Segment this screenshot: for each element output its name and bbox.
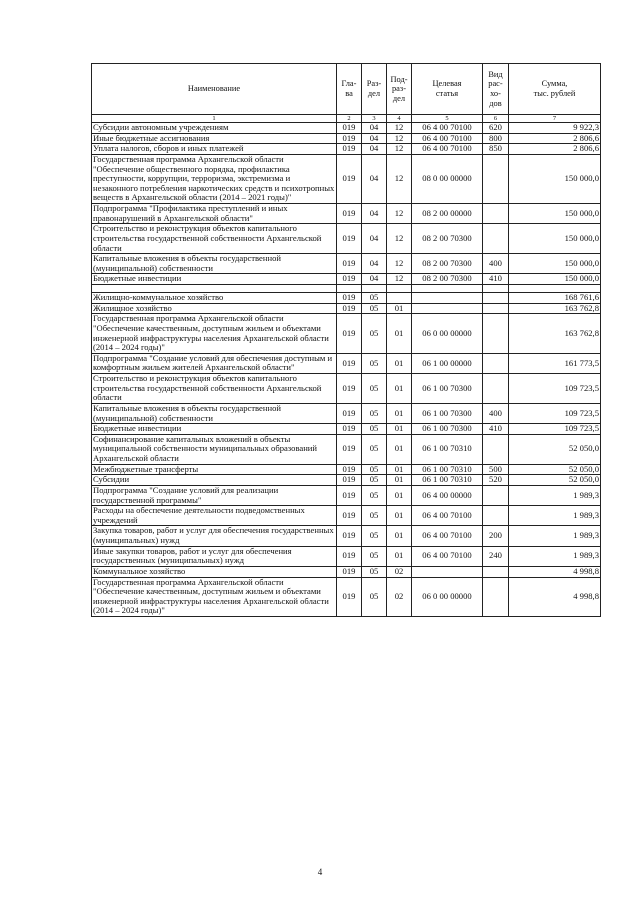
row-expense-type: 400 <box>483 254 509 274</box>
row-name: Подпрограмма "Создание условий для обеспечения доступным и комфортным жильем жителей Архангельской области" <box>92 353 337 373</box>
row-name: Межбюджетные трансферты <box>92 464 337 475</box>
row-glava: 019 <box>337 577 362 617</box>
table-row <box>92 566 601 577</box>
row-target-article: 06 4 00 70100 <box>412 123 483 134</box>
row-expense-type: 240 <box>483 546 509 566</box>
row-glava: 019 <box>337 303 362 314</box>
row-razdel: 05 <box>362 303 387 314</box>
row-glava: 019 <box>337 274 362 285</box>
row-expense-type: 200 <box>483 526 509 546</box>
row-glava: 019 <box>337 353 362 373</box>
table-row <box>92 314 601 354</box>
row-expense-type <box>483 353 509 373</box>
row-name: Подпрограмма "Создание условий для реализации государственной программы" <box>92 485 337 505</box>
row-podrazdel: 12 <box>387 274 412 285</box>
row-target-article: 06 1 00 70310 <box>412 464 483 475</box>
row-podrazdel <box>387 293 412 304</box>
row-sum: 161 773,5 <box>509 353 601 373</box>
row-expense-type: 410 <box>483 424 509 435</box>
row-target-article: 06 4 00 70100 <box>412 506 483 526</box>
row-name: Коммунальное хозяйство <box>92 566 337 577</box>
row-target-article: 08 2 00 70300 <box>412 224 483 254</box>
table-row <box>92 546 601 566</box>
row-sum: 2 806,6 <box>509 133 601 144</box>
table-row <box>92 144 601 155</box>
row-sum: 4 998,8 <box>509 577 601 617</box>
row-razdel: 05 <box>362 434 387 464</box>
row-glava: 019 <box>337 154 362 203</box>
row-razdel: 05 <box>362 424 387 435</box>
row-razdel: 04 <box>362 154 387 203</box>
row-target-article: 08 2 00 70300 <box>412 274 483 285</box>
row-podrazdel: 01 <box>387 475 412 486</box>
row-glava: 019 <box>337 526 362 546</box>
row-podrazdel: 02 <box>387 577 412 617</box>
row-glava: 019 <box>337 293 362 304</box>
row-expense-type <box>483 204 509 224</box>
row-glava: 019 <box>337 204 362 224</box>
row-podrazdel: 12 <box>387 224 412 254</box>
row-razdel: 04 <box>362 123 387 134</box>
row-razdel: 04 <box>362 254 387 274</box>
column-number: 1 <box>92 115 337 123</box>
row-razdel: 05 <box>362 353 387 373</box>
row-sum: 109 723,5 <box>509 374 601 404</box>
row-podrazdel: 01 <box>387 424 412 435</box>
row-glava: 019 <box>337 403 362 423</box>
column-number: 7 <box>509 115 601 123</box>
table-row <box>92 353 601 373</box>
row-razdel: 04 <box>362 204 387 224</box>
row-expense-type <box>483 293 509 304</box>
row-target-article: 06 1 00 70300 <box>412 403 483 423</box>
row-target-article: 08 2 00 70300 <box>412 254 483 274</box>
row-razdel: 04 <box>362 274 387 285</box>
row-glava: 019 <box>337 424 362 435</box>
table-row <box>92 403 601 423</box>
row-glava: 019 <box>337 506 362 526</box>
row-glava: 019 <box>337 485 362 505</box>
row-target-article: 06 1 00 00000 <box>412 353 483 373</box>
row-expense-type <box>483 506 509 526</box>
row-target-article: 06 1 00 70310 <box>412 475 483 486</box>
row-sum: 150 000,0 <box>509 204 601 224</box>
row-sum: 2 806,6 <box>509 144 601 155</box>
row-target-article <box>412 303 483 314</box>
row-expense-type <box>483 224 509 254</box>
row-expense-type: 520 <box>483 475 509 486</box>
row-glava: 019 <box>337 566 362 577</box>
row-expense-type: 410 <box>483 274 509 285</box>
row-name: Софинансирование капитальных вложений в объекты муниципальной собственности муниципальных образований Архангельской области <box>92 434 337 464</box>
row-podrazdel: 12 <box>387 123 412 134</box>
row-glava: 019 <box>337 224 362 254</box>
empty-cell <box>387 285 412 293</box>
row-podrazdel: 12 <box>387 204 412 224</box>
table-spacer-row <box>92 285 601 293</box>
column-number: 6 <box>483 115 509 123</box>
row-sum: 4 998,8 <box>509 566 601 577</box>
header-razdel: Раз- дел <box>362 64 387 115</box>
table-row <box>92 475 601 486</box>
row-target-article: 08 2 00 00000 <box>412 204 483 224</box>
empty-cell <box>362 285 387 293</box>
column-number: 2 <box>337 115 362 123</box>
row-expense-type: 620 <box>483 123 509 134</box>
row-name: Государственная программа Архангельской области "Обеспечение общественного порядка, профилактика преступности, коррупции, терроризма, экстремизма и незаконного потребления наркотических средств и психотропных веществ в Архангельской области (2014 – 2021 годы)" <box>92 154 337 203</box>
table-row <box>92 303 601 314</box>
row-podrazdel: 01 <box>387 403 412 423</box>
row-expense-type: 850 <box>483 144 509 155</box>
row-name: Строительство и реконструкция объектов капитального строительства государственной собственности Архангельской области <box>92 374 337 404</box>
table-body <box>92 123 601 617</box>
row-podrazdel: 12 <box>387 144 412 155</box>
row-podrazdel: 01 <box>387 434 412 464</box>
row-sum: 163 762,8 <box>509 314 601 354</box>
table-row <box>92 434 601 464</box>
row-sum: 150 000,0 <box>509 254 601 274</box>
row-expense-type <box>483 485 509 505</box>
row-expense-type <box>483 577 509 617</box>
row-name: Строительство и реконструкция объектов капитального строительства государственной собственности Архангельской области <box>92 224 337 254</box>
row-glava: 019 <box>337 434 362 464</box>
row-sum: 163 762,8 <box>509 303 601 314</box>
row-name: Государственная программа Архангельской области "Обеспечение качественным, доступным жильем и объектами инженерной инфраструктуры населения Архангельской области (2014 – 2024 годы)" <box>92 577 337 617</box>
table-row <box>92 133 601 144</box>
row-target-article: 06 4 00 70100 <box>412 526 483 546</box>
row-sum: 109 723,5 <box>509 424 601 435</box>
row-name: Жилищно-коммунальное хозяйство <box>92 293 337 304</box>
row-target-article <box>412 566 483 577</box>
row-target-article: 06 1 00 70300 <box>412 374 483 404</box>
table-row <box>92 254 601 274</box>
row-name: Закупка товаров, работ и услуг для обеспечения государственных (муниципальных) нужд <box>92 526 337 546</box>
table-row <box>92 464 601 475</box>
row-target-article: 06 4 00 70100 <box>412 133 483 144</box>
row-razdel: 05 <box>362 403 387 423</box>
row-name: Бюджетные инвестиции <box>92 274 337 285</box>
row-target-article: 06 4 00 70100 <box>412 546 483 566</box>
row-podrazdel: 01 <box>387 303 412 314</box>
row-glava: 019 <box>337 464 362 475</box>
column-number: 4 <box>387 115 412 123</box>
row-podrazdel: 01 <box>387 546 412 566</box>
row-razdel: 05 <box>362 546 387 566</box>
row-target-article: 06 0 00 00000 <box>412 314 483 354</box>
row-name: Капитальные вложения в объекты государственной (муниципальной) собственности <box>92 403 337 423</box>
row-sum: 1 989,3 <box>509 526 601 546</box>
row-sum: 52 050,0 <box>509 434 601 464</box>
row-expense-type: 400 <box>483 403 509 423</box>
row-podrazdel: 01 <box>387 526 412 546</box>
table-row <box>92 293 601 304</box>
row-name: Государственная программа Архангельской области "Обеспечение качественным, доступным жильем и объектами инженерной инфраструктуры населения Архангельской области (2014 – 2024 годы)" <box>92 314 337 354</box>
row-razdel: 05 <box>362 506 387 526</box>
column-number: 5 <box>412 115 483 123</box>
row-razdel: 05 <box>362 566 387 577</box>
row-target-article: 06 1 00 70310 <box>412 434 483 464</box>
table-row <box>92 204 601 224</box>
row-sum: 1 989,3 <box>509 546 601 566</box>
row-name: Субсидии автономным учреждениям <box>92 123 337 134</box>
row-name: Уплата налогов, сборов и иных платежей <box>92 144 337 155</box>
row-razdel: 05 <box>362 475 387 486</box>
row-podrazdel: 12 <box>387 133 412 144</box>
row-sum: 9 922,3 <box>509 123 601 134</box>
row-razdel: 05 <box>362 577 387 617</box>
row-glava: 019 <box>337 374 362 404</box>
row-sum: 168 761,6 <box>509 293 601 304</box>
header-sum: Сумма, тыс. рублей <box>509 64 601 115</box>
row-target-article <box>412 293 483 304</box>
row-expense-type <box>483 154 509 203</box>
table-row <box>92 123 601 134</box>
header-podrazdel: Под- раз- дел <box>387 64 412 115</box>
row-podrazdel: 01 <box>387 314 412 354</box>
table-row <box>92 374 601 404</box>
header-glava: Гла- ва <box>337 64 362 115</box>
row-sum: 150 000,0 <box>509 224 601 254</box>
row-name: Иные закупки товаров, работ и услуг для обеспечения государственных (муниципальных) нужд <box>92 546 337 566</box>
row-podrazdel: 01 <box>387 506 412 526</box>
column-number-row <box>92 115 601 123</box>
table-row <box>92 154 601 203</box>
row-expense-type <box>483 314 509 354</box>
row-razdel: 05 <box>362 485 387 505</box>
row-target-article: 06 0 00 00000 <box>412 577 483 617</box>
row-razdel: 05 <box>362 374 387 404</box>
row-name: Субсидии <box>92 475 337 486</box>
page-number: 4 <box>317 867 323 877</box>
row-podrazdel: 01 <box>387 485 412 505</box>
row-name: Подпрограмма "Профилактика преступлений и иных правонарушений в Архангельской области" <box>92 204 337 224</box>
row-glava: 019 <box>337 144 362 155</box>
row-expense-type <box>483 303 509 314</box>
row-sum: 1 989,3 <box>509 485 601 505</box>
table-row <box>92 506 601 526</box>
table-header-row <box>92 64 601 115</box>
row-podrazdel: 01 <box>387 374 412 404</box>
row-razdel: 05 <box>362 314 387 354</box>
row-razdel: 05 <box>362 293 387 304</box>
empty-cell <box>509 285 601 293</box>
row-target-article: 06 4 00 00000 <box>412 485 483 505</box>
row-name: Бюджетные инвестиции <box>92 424 337 435</box>
row-expense-type <box>483 434 509 464</box>
row-sum: 1 989,3 <box>509 506 601 526</box>
row-razdel: 05 <box>362 464 387 475</box>
row-expense-type <box>483 566 509 577</box>
row-glava: 019 <box>337 314 362 354</box>
row-sum: 52 050,0 <box>509 475 601 486</box>
row-podrazdel: 12 <box>387 154 412 203</box>
row-expense-type: 800 <box>483 133 509 144</box>
header-expense-type: Вид рас- хо- дов <box>483 64 509 115</box>
row-sum: 52 050,0 <box>509 464 601 475</box>
row-name: Капитальные вложения в объекты государственной (муниципальной) собственности <box>92 254 337 274</box>
row-expense-type <box>483 374 509 404</box>
table-row <box>92 577 601 617</box>
row-glava: 019 <box>337 123 362 134</box>
row-expense-type: 500 <box>483 464 509 475</box>
row-name: Расходы на обеспечение деятельности подведомственных учреждений <box>92 506 337 526</box>
row-sum: 109 723,5 <box>509 403 601 423</box>
row-podrazdel: 01 <box>387 464 412 475</box>
row-sum: 150 000,0 <box>509 154 601 203</box>
row-sum: 150 000,0 <box>509 274 601 285</box>
table-row <box>92 224 601 254</box>
empty-cell <box>412 285 483 293</box>
empty-cell <box>337 285 362 293</box>
row-name: Жилищное хозяйство <box>92 303 337 314</box>
column-number: 3 <box>362 115 387 123</box>
row-glava: 019 <box>337 254 362 274</box>
table-row <box>92 485 601 505</box>
budget-table <box>91 63 601 617</box>
row-glava: 019 <box>337 546 362 566</box>
row-razdel: 04 <box>362 133 387 144</box>
row-target-article: 06 4 00 70100 <box>412 144 483 155</box>
table-row <box>92 274 601 285</box>
header-name: Наименование <box>92 64 337 115</box>
table-row <box>92 526 601 546</box>
empty-cell <box>92 285 337 293</box>
row-podrazdel: 01 <box>387 353 412 373</box>
row-razdel: 05 <box>362 526 387 546</box>
row-target-article: 08 0 00 00000 <box>412 154 483 203</box>
row-target-article: 06 1 00 70300 <box>412 424 483 435</box>
row-glava: 019 <box>337 133 362 144</box>
row-podrazdel: 02 <box>387 566 412 577</box>
header-target-article: Целевая статья <box>412 64 483 115</box>
row-podrazdel: 12 <box>387 254 412 274</box>
row-razdel: 04 <box>362 144 387 155</box>
table-row <box>92 424 601 435</box>
row-glava: 019 <box>337 475 362 486</box>
row-razdel: 04 <box>362 224 387 254</box>
row-name: Иные бюджетные ассигнования <box>92 133 337 144</box>
empty-cell <box>483 285 509 293</box>
